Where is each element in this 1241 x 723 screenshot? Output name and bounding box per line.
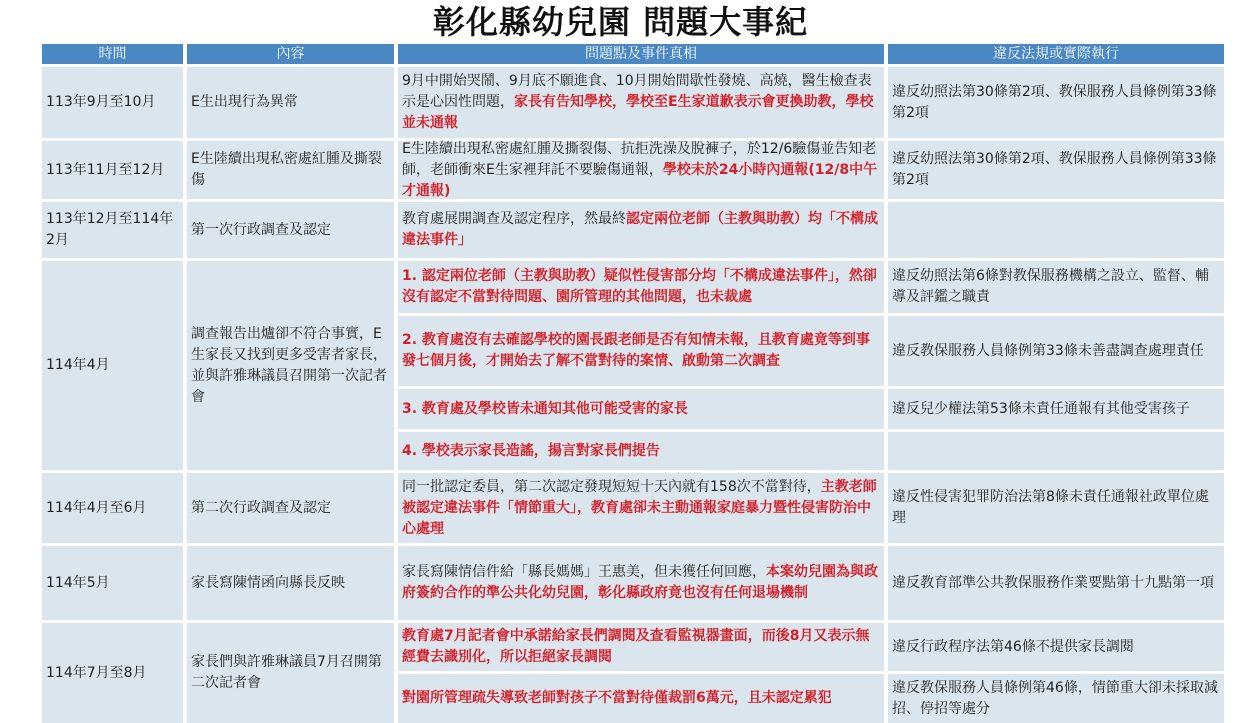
row6-truth-highlight: 本案幼兒園為與政府簽約合作的準公共化幼兒園，彰化縣政府竟也沒有任何退場機制	[402, 564, 878, 601]
row1-truth-plain: 9月中開始哭鬧、9月底不願進食、10月開始間歇性發燒、高燒，醫生檢查表示是心因性問題，	[402, 73, 872, 110]
header-time: 時間	[42, 44, 183, 64]
header-truth: 問題點及事件真相	[398, 44, 884, 64]
row4-item-1: 1. 認定兩位老師（主教與助教）疑似性侵害部分均「不構成違法事件」，然卻沒有認定不當對待問題、園所管理的其他問題，也未裁處	[398, 261, 884, 313]
row7-item-2: 對園所管理疏失導致老師對孩子不當對待僅裁罰6萬元，且未認定累犯	[398, 674, 884, 723]
row3-content: 第一次行政調查及認定	[187, 202, 394, 258]
row6-law: 違反教育部準公共教保服務作業要點第十九點第一項	[888, 546, 1224, 620]
header-law: 違反法規或實際執行	[888, 44, 1224, 64]
row6-content: 家長寫陳情函向縣長反映	[187, 546, 394, 620]
row2-law: 違反幼照法第30條第2項、教保服務人員條例第33條第2項	[888, 141, 1224, 199]
row2-time: 113年11月至12月	[42, 141, 183, 199]
row4-item-2: 2. 教育處沒有去確認學校的園長跟老師是否有知情未報，且教育處竟等到事發七個月後，才開始去了解不當對待的案情、啟動第二次調查	[398, 316, 884, 386]
header-content: 內容	[187, 44, 394, 64]
row1-content: E生出現行為異常	[187, 67, 394, 138]
row2-truth-highlight: 學校未於24小時內通報(12/8中午才通報)	[402, 161, 878, 199]
row4-law-4-empty	[888, 432, 1224, 470]
row4-content: 調查報告出爐卻不符合事實，E生家長又找到更多受害者家長，並與許雅琳議員召開第一次記者會	[187, 261, 394, 470]
row1-truth	[398, 67, 884, 138]
row2-truth-plain: E生陸續出現私密處紅腫及撕裂傷、抗拒洗澡及脫褲子，於12/6驗傷並告知老師，老師衝來E生家裡拜託不要驗傷通報，	[402, 141, 877, 178]
row7-content: 家長們與許雅琳議員7月召開第二次記者會	[187, 623, 394, 723]
row7-item-1: 教育處7月記者會中承諾給家長們調閱及查看監視器畫面，而後8月又表示無經費去識別化，所以拒絕家長調閱	[398, 623, 884, 671]
page-title: 彰化縣幼兒園 問題大事紀	[432, 3, 809, 41]
row7-time: 114年7月至8月	[42, 623, 183, 723]
row3-truth-highlight: 認定兩位老師（主教與助教）均「不構成違法事件」	[402, 211, 878, 248]
row4-law-3: 違反兒少權法第53條未責任通報有其他受害孩子	[888, 389, 1224, 429]
row1-time: 113年9月至10月	[42, 67, 183, 138]
row7-law-2: 違反教保服務人員條例第46條，情節重大卻未採取減招、停招等處分	[888, 674, 1224, 723]
row4-law-2: 違反教保服務人員條例第33條未善盡調查處理責任	[888, 316, 1224, 386]
row2-content: E生陸續出現私密處紅腫及撕裂傷	[187, 141, 394, 199]
row1-truth-highlight: 家長有告知學校，學校至E生家道歉表示會更換助教，學校並未通報	[402, 94, 874, 131]
row3-law	[888, 202, 1224, 258]
row4-time: 114年4月	[42, 261, 183, 470]
row6-truth-plain: 家長寫陳情信件給「縣長媽媽」王惠美，但未獲任何回應，	[402, 564, 766, 580]
row5-law: 違反性侵害犯罪防治法第8條未責任通報社政單位處理	[888, 473, 1224, 543]
row6-time: 114年5月	[42, 546, 183, 620]
row4-item-4: 4. 學校表示家長造謠，揚言對家長們提告	[398, 432, 884, 470]
incident-table	[42, 44, 1218, 717]
row3-truth	[398, 202, 884, 258]
row4-item-3: 3. 教育處及學校皆未通知其他可能受害的家長	[398, 389, 884, 429]
row7-law-1: 違反行政程序法第46條不提供家長調閱	[888, 623, 1224, 671]
row5-time: 114年4月至6月	[42, 473, 183, 543]
row3-truth-plain: 教育處展開調查及認定程序，然最終	[402, 211, 626, 227]
row5-truth	[398, 473, 884, 543]
row2-truth	[398, 141, 884, 199]
row1-law: 違反幼照法第30條第2項、教保服務人員條例第33條第2項	[888, 67, 1224, 138]
row4-law-1: 違反幼照法第6條對教保服務機構之設立、監督、輔導及評鑑之職責	[888, 261, 1224, 313]
row3-time: 113年12月至114年2月	[42, 202, 183, 258]
row5-content: 第二次行政調查及認定	[187, 473, 394, 543]
row6-truth	[398, 546, 884, 620]
row5-truth-highlight: 主教老師被認定違法事件「情節重大」，教育處卻未主動通報家庭暴力暨性侵害防治中心處理	[402, 478, 877, 537]
row5-truth-plain: 同一批認定委員，第二次認定發現短短十天內就有158次不當對待，	[402, 478, 821, 495]
